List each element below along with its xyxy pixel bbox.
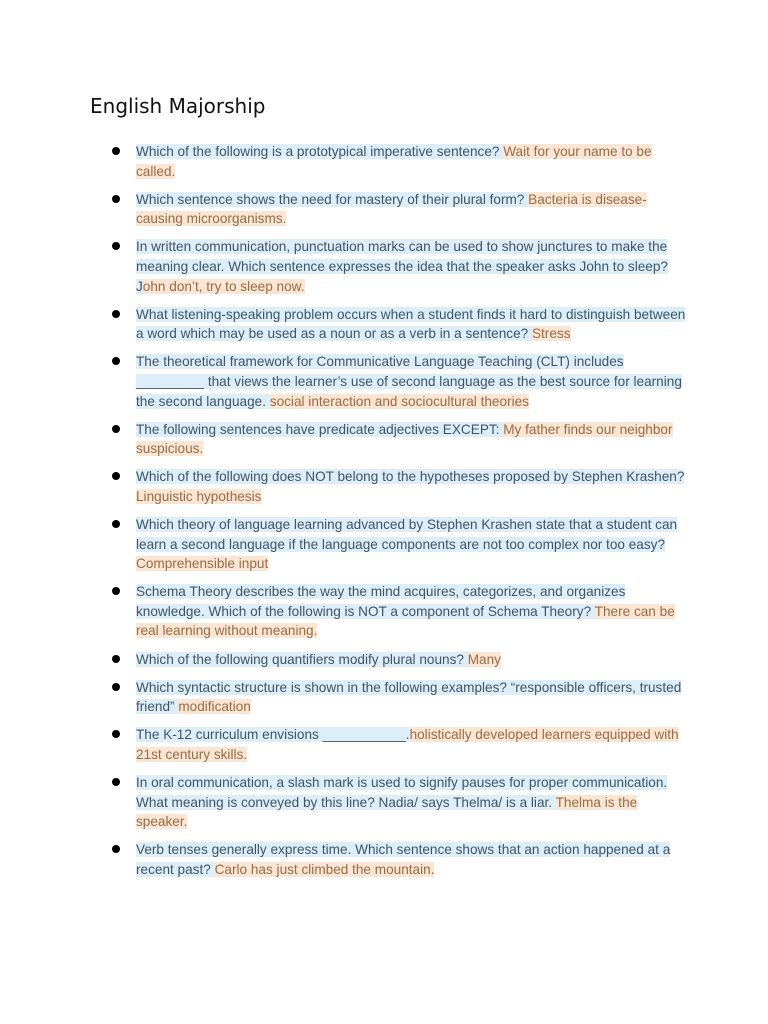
list-item <box>110 515 690 574</box>
answer-text: holistically developed learners equipped with 21st century skills. <box>136 727 679 762</box>
bullet-icon <box>112 587 120 595</box>
page-title: English Majorship <box>90 94 266 118</box>
list-item <box>110 305 690 344</box>
bullet-icon <box>112 683 120 691</box>
question-text: Which of the following is a prototypical imperative sentence? <box>136 144 504 159</box>
list-item <box>110 582 690 641</box>
question-list <box>110 142 690 888</box>
list-item <box>110 840 690 879</box>
answer-text: Carlo has just climbed the mountain. <box>214 861 435 877</box>
list-item <box>110 650 690 670</box>
list-item <box>110 142 690 181</box>
answer-text: Linguistic hypothesis <box>136 488 262 504</box>
list-item <box>110 678 690 717</box>
question-text: What listening-speaking problem occurs when a student finds it hard to distinguish between a word which may be used as a noun or as a verb in a sentence? <box>136 306 686 342</box>
list-item <box>110 190 690 229</box>
question-text: Which sentence shows the need for mastery of their plural form? <box>136 191 529 207</box>
answer-text: ohn don’t, try to sleep now. <box>142 278 305 294</box>
answer-text: modification <box>178 699 251 715</box>
list-item <box>110 467 690 506</box>
list-item <box>110 773 690 832</box>
question-text: Which of the following does NOT belong to the hypotheses proposed by Stephen Krashen? <box>136 469 685 485</box>
question-text: The theoretical framework for Communicative Language Teaching (CLT) includes _________ that views the learner’s use of second language as the best source for learning the second language. <box>136 354 682 409</box>
answer-text: Many <box>467 651 501 667</box>
answer-text: Bacteria is disease-causing microorganisms. <box>136 191 647 227</box>
list-item <box>110 725 690 764</box>
bullet-icon <box>112 472 120 480</box>
bullet-icon <box>112 195 120 203</box>
list-item <box>110 237 690 296</box>
question-text: Schema Theory describes the way the mind acquires, categorizes, and organizes knowledge. Which of the following is NOT a component of Schema Theory? <box>136 584 626 619</box>
bullet-icon <box>112 520 120 528</box>
question-text: The K-12 curriculum envisions ___________. <box>136 727 410 743</box>
question-text: In oral communication, a slash mark is used to signify pauses for proper communication. What meaning is conveyed by this line? Nadia/ says Thelma/ is a liar. <box>136 775 668 810</box>
question-text: Which of the following quantifiers modify plural nouns? <box>136 651 468 667</box>
answer-text: Comprehensible input <box>136 556 269 572</box>
question-text: Verb tenses generally express time. Which sentence shows that an action happened at a recent past? <box>136 842 671 877</box>
list-item <box>110 420 690 459</box>
bullet-icon <box>112 425 120 433</box>
bullet-icon <box>112 845 120 853</box>
bullet-icon <box>112 730 120 738</box>
bullet-icon <box>112 242 120 250</box>
answer-text: Thelma is the speaker. <box>136 794 638 830</box>
answer-text: social interaction and sociocultural theories <box>269 393 529 409</box>
question-text: Which theory of language learning advanced by Stephen Krashen state that a student can learn a second language if the language components are not too complex nor too easy? <box>136 517 678 552</box>
answer-text: Wait for your name to be called. <box>136 144 652 179</box>
bullet-icon <box>112 310 120 318</box>
list-item <box>110 352 690 411</box>
answer-text: There can be real learning without meaning. <box>136 603 675 639</box>
bullet-icon <box>112 778 120 786</box>
bullet-icon <box>112 357 120 365</box>
question-text: The following sentences have predicate adjectives EXCEPT: <box>136 421 504 437</box>
question-text: In written communication, punctuation marks can be used to show junctures to make the meaning clear. Which sentence expresses the idea that the speaker asks John to sleep? J <box>136 239 668 294</box>
answer-text: My father finds our neighbor suspicious. <box>136 421 673 457</box>
answer-text: Stress <box>531 326 571 342</box>
question-text: Which syntactic structure is shown in the following examples? “responsible officers, trusted friend” <box>136 679 682 715</box>
bullet-icon <box>112 147 120 155</box>
bullet-icon <box>112 655 120 663</box>
